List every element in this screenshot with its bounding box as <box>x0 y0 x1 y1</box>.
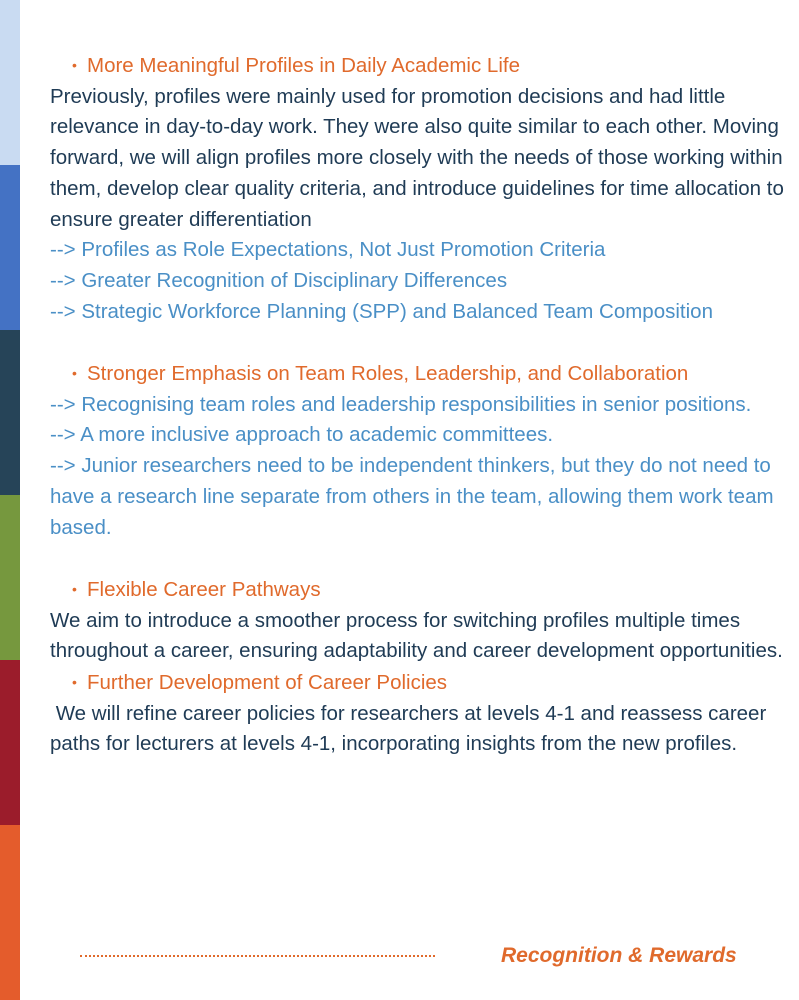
stripe-orange <box>0 825 20 1000</box>
bullet-icon: • <box>72 674 77 691</box>
section-body: We aim to introduce a smoother process for switching profiles multiple times throughout a career, ensuring adaptability and career development opportunities. <box>50 608 783 663</box>
spacer <box>50 543 790 574</box>
footer-title: Recognition & Rewards <box>501 944 737 967</box>
arrow-point: --> Profiles as Role Expectations, Not Just Promotion Criteria <box>50 238 606 262</box>
stripe-green <box>0 495 20 660</box>
section-body: We will refine career policies for researchers at levels 4-1 and reassess career paths for lecturers at levels 4-1, incorporating insights from the new profiles. <box>50 701 772 756</box>
bullet-icon: • <box>72 365 77 382</box>
arrow-point: --> Recognising team roles and leadership responsibilities in senior positions. <box>50 392 752 416</box>
arrow-point: --> A more inclusive approach to academic committees. <box>50 423 554 447</box>
arrow-point: --> Strategic Workforce Planning (SPP) and Balanced Team Composition <box>50 299 713 323</box>
stripe-red <box>0 660 20 825</box>
section-heading: • Flexible Career Pathways <box>72 574 790 606</box>
stripe-light-blue <box>0 0 20 165</box>
bullet-icon: • <box>72 580 77 597</box>
arrow-point: --> Junior researchers need to be independent thinkers, but they do not need to have a research line separate from others in the team, allowing them work team based. <box>50 454 774 539</box>
stripe-dark-teal <box>0 330 20 495</box>
section-heading: • More Meaningful Profiles in Daily Academic Life <box>72 50 790 82</box>
bullet-icon: • <box>72 57 77 73</box>
stripe-blue <box>0 165 20 330</box>
arrow-point: --> Greater Recognition of Disciplinary Differences <box>50 268 508 292</box>
footer-dotted-line <box>80 955 435 960</box>
section-heading: • Further Development of Career Policies <box>72 667 790 699</box>
section-heading: • Stronger Emphasis on Team Roles, Leadership, and Collaboration <box>72 358 790 390</box>
section-body: Previously, profiles were mainly used for promotion decisions and had little relevance in day-to-day work. They were also quite similar to each other. Moving forward, we will align profiles more closely with the needs of those working within them, develop clear quality criteria, and introduce guidelines for time allocation to ensure greater differentiation <box>50 84 784 231</box>
document-body <box>50 50 790 760</box>
spacer <box>50 327 790 358</box>
